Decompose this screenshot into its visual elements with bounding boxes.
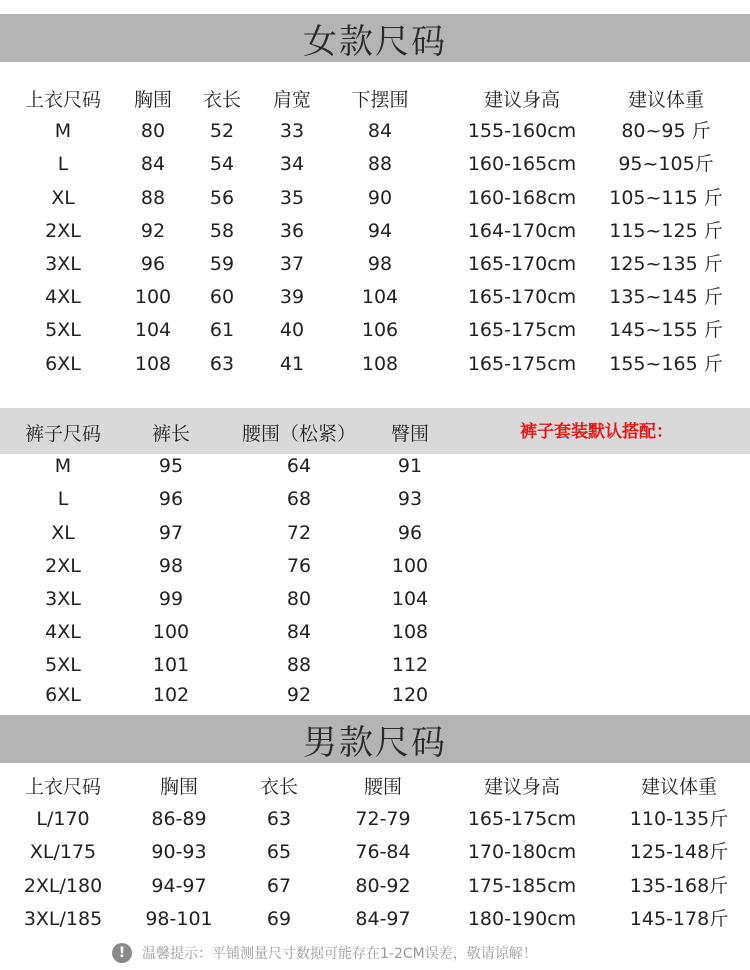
women-table-cell: 88 [140,187,166,209]
men-header-cell: 腰围 [363,776,403,798]
men-table-cell: 165-175cm [467,808,577,830]
men-table-cell: L/170 [36,808,90,830]
men-table-cell: 98-101 [145,908,213,930]
women-table-cell: 165-175cm [467,319,577,341]
footer-tip-text: 温馨提示：平铺测量尺寸数据可能存在1-2CM误差，敬请谅解！ [142,946,537,962]
footer-tip [112,943,537,963]
pants-table-cell: 120 [391,684,429,706]
men-table-cell: 69 [266,908,292,930]
pants-table-cell: 96 [397,522,423,544]
women-table-cell: 52 [209,120,235,142]
pants-set-note: 裤子套装默认搭配： [520,422,673,442]
women-table-cell: 63 [209,353,235,375]
men-table-cell: 175-185cm [467,875,577,897]
women-table-cell: 80 [140,120,166,142]
women-table-cell: 165-175cm [467,353,577,375]
men-table-cell: 3XL/185 [23,908,103,930]
pants-table-cell: L [57,488,69,510]
women-table-cell: 145~155 斤 [609,319,723,341]
women-table-cell: 60 [209,286,235,308]
pants-header-cell: 裤子尺码 [24,423,102,445]
women-header-cell: 肩宽 [272,89,312,111]
women-table-cell: 33 [279,120,305,142]
women-table-cell: 108 [134,353,172,375]
pants-table-cell: 95 [158,455,184,477]
pants-header-cell: 腰围（松紧） [241,423,357,445]
women-table-cell: 160-165cm [467,153,577,175]
women-table-cell: 135~145 斤 [609,286,723,308]
men-header-cell: 建议身高 [483,776,561,798]
pants-table-cell: 6XL [45,684,81,706]
men-table-cell: 76-84 [355,841,411,863]
women-table-cell: 165-170cm [467,253,577,275]
pants-table-cell: XL [51,522,75,544]
women-table-cell: 98 [367,253,393,275]
pants-table-cell: 88 [286,654,312,676]
men-table-cell: 84-97 [355,908,411,930]
pants-table-cell: 97 [158,522,184,544]
women-table-cell: 40 [279,319,305,341]
pants-table-cell: M [54,455,72,477]
women-table-cell: M [54,120,72,142]
men-table-cell: 94-97 [151,875,207,897]
pants-table-cell: 3XL [45,588,81,610]
women-table-cell: 165-170cm [467,286,577,308]
men-table-cell: 86-89 [151,808,207,830]
women-table-cell: 95~105斤 [618,153,714,175]
pants-table-cell: 96 [158,488,184,510]
women-header-cell: 下摆围 [351,89,409,111]
pants-header-cell: 裤长 [151,423,191,445]
women-table-cell: 41 [279,353,305,375]
women-table-cell: 59 [209,253,235,275]
women-table-cell: 125~135 斤 [609,253,723,275]
women-table-cell: 90 [367,187,393,209]
women-size-title: 女款尺码 [303,21,447,62]
women-header-cell: 胸围 [133,89,173,111]
men-header-cell: 上衣尺码 [24,776,102,798]
pants-table-cell: 68 [286,488,312,510]
men-table-cell: 80-92 [355,875,411,897]
women-table-cell: 5XL [45,319,81,341]
pants-table-cell: 2XL [45,555,81,577]
men-header-cell: 胸围 [159,776,199,798]
women-table-cell: 96 [140,253,166,275]
women-table-cell: 6XL [45,353,81,375]
women-header-cell: 上衣尺码 [24,89,102,111]
women-table-cell: 164-170cm [467,220,577,242]
pants-table-cell: 108 [391,621,429,643]
women-table-cell: 56 [209,187,235,209]
men-table-cell: 63 [266,808,292,830]
pants-table-cell: 4XL [45,621,81,643]
pants-table-cell: 91 [397,455,423,477]
pants-table-cell: 92 [286,684,312,706]
women-table-cell: 160-168cm [467,187,577,209]
women-table-cell: 35 [279,187,305,209]
men-size-banner [0,715,750,763]
men-header-cell: 衣长 [259,776,299,798]
men-table-cell: 170-180cm [467,841,577,863]
men-table-cell: 110-135斤 [629,808,729,830]
pants-table-cell: 101 [152,654,190,676]
pants-table-cell: 112 [391,654,429,676]
men-table-cell: 2XL/180 [23,875,103,897]
women-table-cell: 92 [140,220,166,242]
women-header-cell: 建议体重 [627,89,705,111]
men-size-title: 男款尺码 [303,722,447,763]
women-table-cell: 54 [209,153,235,175]
women-table-cell: 34 [279,153,305,175]
women-table-cell: 155-160cm [467,120,577,142]
women-table-cell: 2XL [45,220,81,242]
women-table-cell: 105~115 斤 [609,187,723,209]
women-header-cell: 建议身高 [483,89,561,111]
men-table-cell: 125-148斤 [629,841,729,863]
women-table-cell: 61 [209,319,235,341]
women-table-cell: 115~125 斤 [609,220,723,242]
pants-table-cell: 102 [152,684,190,706]
women-table-cell: 106 [361,319,399,341]
women-table-cell: 4XL [45,286,81,308]
women-table-cell: 84 [367,120,393,142]
pants-table-cell: 93 [397,488,423,510]
women-table-cell: 94 [367,220,393,242]
women-table-cell: 84 [140,153,166,175]
pants-table-cell: 72 [286,522,312,544]
men-table-cell: 145-178斤 [629,908,729,930]
women-table-cell: 58 [209,220,235,242]
women-table-cell: XL [51,187,75,209]
pants-table-cell: 64 [286,455,312,477]
women-size-banner [0,14,750,62]
pants-table-cell: 84 [286,621,312,643]
warning-icon: ! [112,943,132,963]
women-table-cell: 80~95 斤 [621,120,711,142]
women-table-cell: 3XL [45,253,81,275]
men-table-cell: 90-93 [151,841,207,863]
men-table-cell: 72-79 [355,808,411,830]
pants-table-cell: 98 [158,555,184,577]
women-table-cell: 39 [279,286,305,308]
men-table-cell: XL/175 [29,841,97,863]
women-table-cell: 104 [134,319,172,341]
pants-table-cell: 100 [391,555,429,577]
pants-table-cell: 76 [286,555,312,577]
women-header-cell: 衣长 [202,89,242,111]
men-table-cell: 65 [266,841,292,863]
women-table-cell: 108 [361,353,399,375]
pants-table-cell: 80 [286,588,312,610]
pants-table-cell: 104 [391,588,429,610]
men-table-cell: 180-190cm [467,908,577,930]
pants-table-cell: 100 [152,621,190,643]
pants-table-cell: 5XL [45,654,81,676]
men-table-cell: 67 [266,875,292,897]
pants-table-cell: 99 [158,588,184,610]
women-table-cell: 155~165 斤 [609,353,723,375]
women-table-cell: L [57,153,69,175]
women-table-cell: 104 [361,286,399,308]
men-header-cell: 建议体重 [640,776,718,798]
women-table-cell: 37 [279,253,305,275]
women-table-cell: 100 [134,286,172,308]
men-table-cell: 135-168斤 [629,875,729,897]
pants-header-cell: 臀围 [390,423,430,445]
women-table-cell: 88 [367,153,393,175]
women-table-cell: 36 [279,220,305,242]
